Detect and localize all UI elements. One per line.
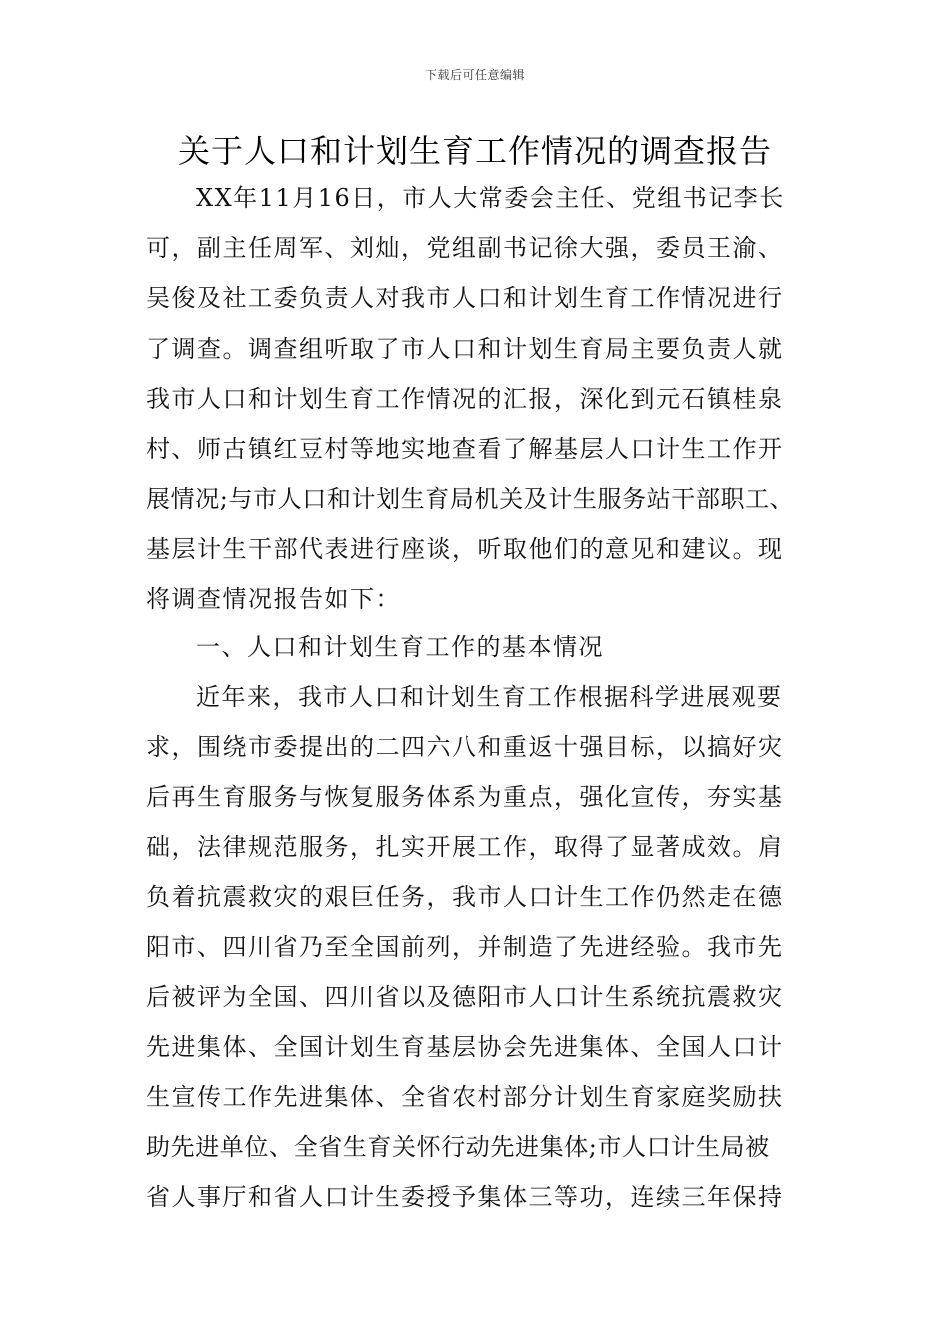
body-line: 础，法律规范服务，扎实开展工作，取得了显著成效。肩 bbox=[146, 833, 784, 861]
body-line: 我市人口和计划生育工作情况的汇报，深化到元石镇桂泉 bbox=[146, 385, 784, 413]
section-heading: 一、人口和计划生育工作的基本情况 bbox=[196, 633, 604, 661]
body-line: XX年11月16日，市人大常委会主任、党组书记李长 bbox=[196, 184, 785, 212]
body-line: 后被评为全国、四川省以及德阳市人口计生系统抗震救灾 bbox=[146, 983, 784, 1011]
body-line: 助先进单位、全省生育关怀行动先进集体;市人口计生局被 bbox=[146, 1133, 770, 1161]
body-line: 后再生育服务与恢复服务体系为重点，强化宣传，夯实基 bbox=[146, 783, 784, 811]
body-line: 吴俊及社工委负责人对我市人口和计划生育工作情况进行 bbox=[146, 284, 784, 312]
body-line: 近年来，我市人口和计划生育工作根据科学进展观要 bbox=[196, 683, 783, 711]
body-line: 村、师古镇红豆村等地实地查看了解基层人口计生工作开 bbox=[146, 435, 784, 463]
header-note: 下载后可任意编辑 bbox=[424, 68, 525, 82]
body-line: 省人事厅和省人口计生委授予集体三等功，连续三年保持 bbox=[146, 1183, 784, 1211]
body-line: 生宣传工作先进集体、全省农村部分计划生育家庭奖励扶 bbox=[146, 1083, 784, 1111]
body-line: 基层计生干部代表进行座谈，听取他们的意见和建议。现 bbox=[146, 535, 784, 563]
body-line: 求，围绕市委提出的二四六八和重返十强目标，以搞好灾 bbox=[146, 733, 784, 761]
document-title: 关于人口和计划生育工作情况的调查报告 bbox=[177, 132, 772, 170]
body-line: 负着抗震救灾的艰巨任务，我市人口计生工作仍然走在德 bbox=[146, 883, 784, 911]
body-line: 了调查。调查组听取了市人口和计划生育局主要负责人就 bbox=[146, 335, 784, 363]
body-line: 阳市、四川省乃至全国前列，并制造了先进经验。我市先 bbox=[146, 933, 784, 961]
body-line: 先进集体、全国计划生育基层协会先进集体、全国人口计 bbox=[146, 1033, 784, 1061]
body-line: 将调查情况报告如下： bbox=[146, 585, 401, 613]
body-line: 展情况;与市人口和计划生育局机关及计生服务站干部职工、 bbox=[146, 485, 795, 513]
body-line: 可，副主任周军、刘灿，党组副书记徐大强，委员王渝、 bbox=[146, 234, 784, 262]
